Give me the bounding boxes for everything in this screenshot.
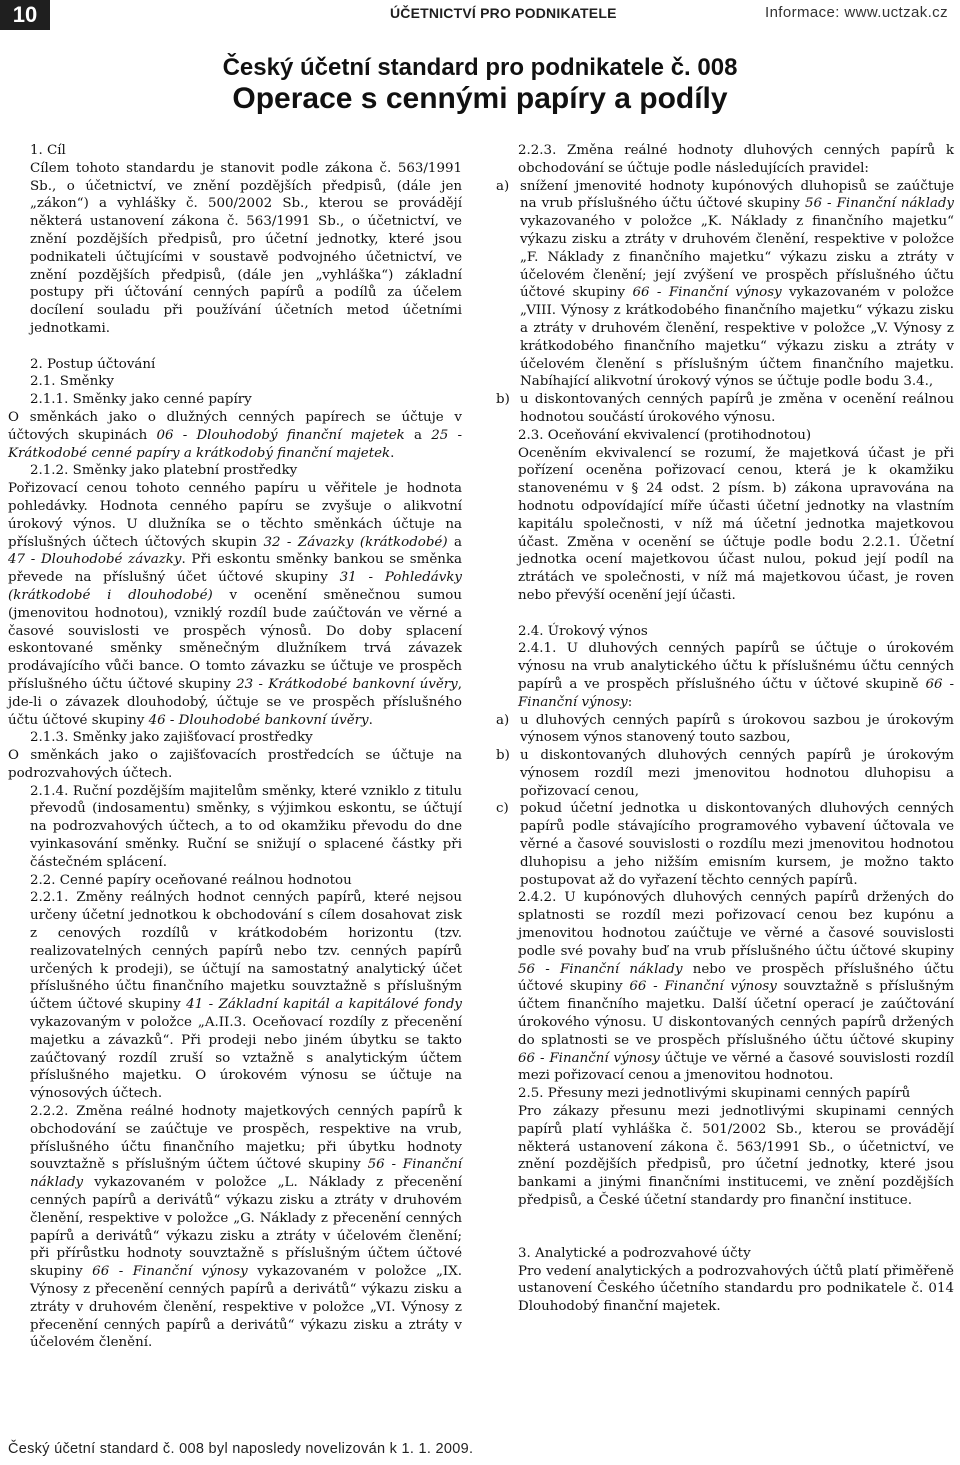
page-header xyxy=(0,0,960,30)
section-2-5-text: Pro zákazy přesunu mezi jednotlivými skupinami cenných papírů platí vyhláška č. 501/2002 Sb., kterou se provádějí některá ustanovení zákona č. 563/1991 Sb., o účetnictví, ve znění pozdějších předpisů, pro účetní jednotky, které jsou bankami a jinými finančními institucemi, ve znění pozdějších předpisů, a České účetní standardy pro finanční instituce. xyxy=(518,1104,954,1209)
list-item: b) u diskontovaných cenných papírů je změna v ocenění reálnou hodnotou součástí úrokového výnosu. xyxy=(496,392,954,425)
document-subtitle: Operace s cennými papíry a podíly xyxy=(232,82,728,115)
section-2-1-2-text: Pořizovací cenou tohoto cenného papíru u věřitele je hodnota pohledávky. Hodnota cenného papíru se zvyšuje o alikvotní úrokový výnos. U dlužníka se o těchto směnkách účtuje na příslušných účtech účtových skupin 32 - Závazky (krátkodobé) a 47 - Dlouhodobé závazky. Při eskontu směnky bankou se směnka převede na příslušný účet účtové skupiny 31 - Pohledávky (krátkodobé i dlouhodobé) v ocenění směnečnou sumou (jmenovitou hodnotou), vzniklý rozdíl bude zaúčtován ve věrné a časové souvislosti ve prospěch výnosů. Do doby splacení eskontované směnky směnečným dlužníkem trvá závazek prodávajícího vůči bance. O tomto závazku se účtuje ve prospěch příslušného účtu účtové skupiny 23 - Krátkodobé bankovní úvěry, jde-li o závazek dlouhodobý, účtuje se ve prospěch příslušného účtu účtové skupiny 46 - Dlouhodobé bankovní úvěry. xyxy=(8,481,462,728)
section-2-1-3-text: O směnkách jako o zajišťovacích prostředcích se účtuje na podrozvahových účtech. xyxy=(8,748,462,781)
section-2-4-heading: 2.4. Úrokový výnos xyxy=(518,623,648,639)
section-2-2-2-text: 2.2.2. Změna reálné hodnoty majetkových cenných papírů k obchodování se zaúčtuje ve prospěch, respektive na vrub, příslušného účtu finančního majetku; při úbytku hodnoty souvztažně s příslušným účtem účtové skupiny 56 - Finanční náklady vykazovaném v položce „L. Náklady z přecenění cenných papírů a derivátů“ výkazu zisku a ztráty v druhovém členění, respektive v položce „G. Náklady z přecenění cenných papírů a derivátů“ výkazu zisku a ztráty v účelovém členění; při přírůstku hodnoty souvztažně s příslušným účtem účtové skupiny 66 - Finanční výnosy vykazovaném v položce „IX. Výnosy z přecenění cenných papírů a derivátů“ výkazu zisku a ztráty v druhovém členění, respektive v položce „VI. Výnosy z přecenění cenných papírů a derivátů“ výkazu zisku a ztráty v účelovém členění. xyxy=(30,1104,462,1351)
section-2-2-1-text: 2.2.1. Změny reálných hodnot cenných papírů, které nejsou určeny účetní jednotkou k obchodování s cílem dosahovat zisk z cenových rozdílů v krátkodobém horizontu (tzv. realizovatelných cenných papírů nebo tzv. cenných papírů určených k prodeji), se účtují na samostatný analytický účet příslušného účtu finančního majetku souvztažně s příslušným účtem účtové skupiny 41 - Základní kapitál a kapitálové fondy vykazovaným v položce „A.II.3. Oceňovací rozdíly z přecenění majetku a závazků“. Při prodeji nebo jiném úbytku se takto zaúčtovaný rozdíl zruší so vztažně s analytickým účtem příslušného majetku. O úrokovém výnosu se účtuje na výnosových účtech. xyxy=(30,890,463,1102)
section-1-text: Cílem tohoto standardu je stanovit podle zákona č. 563/1991 Sb., o účetnictví, ve znění pozdějších předpisů, (dále jen „zákon“) a vyhlášky č. 500/2002 Sb., kterou se provádějí některá ustanovení zákona č. 563/1991 Sb., o účetnictví, ve znění pozdějších předpisů, pro účetní jednotky, které jsou podnikateli účtujícími v soustavě podvojného účetnictví, ve znění pozdějších předpisů, (dále jen „vyhláška“) základní postupy při účtování cenných papírů a podílů za účelem docílení souladu při používání účetních metod účetními jednotkami. xyxy=(30,160,462,336)
section-2-1-1-text: O směnkách jako o dlužných cenných papírech se účtuje v účtových skupinách 06 - Dlouhodobý finanční majetek a 25 - Krátkodobé cenné papíry a krátkodobý finanční majetek. xyxy=(8,409,462,461)
left-column xyxy=(8,142,462,1352)
section-2-heading: 2. Postup účtování xyxy=(30,356,156,372)
header-info: Informace: www.uctzak.cz xyxy=(765,4,948,21)
right-column xyxy=(496,142,954,1316)
section-2-2-heading: 2.2. Cenné papíry oceňované reálnou hodnotou xyxy=(30,872,352,888)
section-1-heading: 1. Cíl xyxy=(30,143,66,158)
section-3-heading: 3. Analytické a podrozvahové účty xyxy=(518,1245,751,1261)
section-2-1-1-heading: 2.1.1. Směnky jako cenné papíry xyxy=(30,392,252,408)
header-title: ÚČETNICTVÍ PRO PODNIKATELE xyxy=(390,5,617,21)
section-2-1-4-text: 2.1.4. Ruční pozdějším majitelům směnky, které vzniklo z titulu převodů (indosamentu) směnky, s výjimkou eskontu, se účtují na podrozvahových účtech, a to od okamžiku převodu do dne vyinkasování směnky. Ruční se snižují o splacené částky při částečném splácení. xyxy=(30,783,462,870)
section-2-1-heading: 2.1. Směnky xyxy=(30,374,114,390)
section-2-3-heading: 2.3. Oceňování ekvivalencí (protihodnotou) xyxy=(518,427,812,443)
section-2-5-heading: 2.5. Přesuny mezi jednotlivými skupinami cenných papírů xyxy=(518,1086,911,1102)
footer-note: Český účetní standard č. 008 byl naposledy novelizován k 1. 1. 2009. xyxy=(8,1441,474,1457)
page-number: 10 xyxy=(0,0,50,30)
section-3-text: Pro vedení analytických a podrozvahových účtů platí přiměřeně ustanovení Českého účetního standardu pro podnikatele č. 014 Dlouhodobý finanční majetek. xyxy=(518,1263,954,1315)
section-2-4-1-text: 2.4.1. U dluhových cenných papírů se účtuje o úrokovém výnosu na vrub analytického účtu k příslušnému účtu cenných papírů a ve prospěch příslušného účtu v účtové skupině 66 - Finanční výnosy: xyxy=(518,641,954,710)
section-2-4-2-text: 2.4.2. U kupónových dluhových cenných papírů držených do splatnosti se rozdíl mezi pořizovací cenou bez kupónu a jmenovitou hodnotou zaúčtuje ve věrné a časové souvislosti podle své povahy buď na vrub příslušného účtu účtové skupiny 56 - Finanční náklady nebo ve prospěch příslušného účtu účtové skupiny 66 - Finanční výnosy souvztažně s příslušným účtem finančního majetku. Další účetní operací je zaúčtování úrokového výnosu. U diskontovaných cenných papírů držených do splatnosti se ve prospěch příslušného účtu účtové skupiny 66 - Finanční výnosy účtuje ve věrné a časové souvislosti rozdíl mezi pořizovací cenou a jmenovitou hodnotou. xyxy=(518,890,954,1084)
list-item: b) u diskontovaných dluhových cenných papírů je úrokovým výnosem rozdíl mezi jmenovitou hodnotou dluhopisu a pořizovací cenou, xyxy=(496,748,954,799)
list-item: c) pokud účetní jednotka u diskontovaných dluhových cenných papírů podle stávajícího programového vybavení účtovala ve věrné a časové souvislosti o rozdílu mezi jmenovitou hodnotou dluhopisu a jeho nižším emisním kursem, je možno takto postupovat až do vyřazení těchto cenných papírů. xyxy=(496,801,954,888)
section-2-1-2-heading: 2.1.2. Směnky jako platební prostředky xyxy=(30,463,298,479)
section-2-1-3-heading: 2.1.3. Směnky jako zajišťovací prostředky xyxy=(30,730,313,746)
list-item: a) u dluhových cenných papírů s úrokovou sazbou je úrokovým výnosem výnos stanovený touto sazbou, xyxy=(496,712,954,746)
document-title: Český účetní standard pro podnikatele č. 008 xyxy=(222,54,738,81)
section-2-2-3-text: 2.2.3. Změna reálné hodnoty dluhových cenných papírů k obchodování se účtuje podle následujících pravidel: xyxy=(518,143,954,176)
list-item: a) snížení jmenovité hodnoty kupónových dluhopisů se zaúčtuje na vrub příslušného účtu účtové skupiny 56 - Finanční náklady vykazovaného v položce „K. Náklady z finančního majetku“ výkazu zisku a ztráty v druhovém členění, respektive v položce „F. Náklady z finančního majetku“ výkazu zisku a ztráty v účelovém členění; její zvýšení ve prospěch příslušného účtu účtové skupiny 66 - Finanční výnosy vykazovaném v položce „VIII. Výnosy z krátkodobého finančního majetku“ výkazu zisku a ztráty v druhovém členění, respektive v položce „V. Výnosy z krátkodobého finančního majetku“ výkazu zisku a ztráty v účelovém členění s příslušným účtem finančního majetku. Nabíhající alikvotní úrokový výnos se účtuje podle bodu 3.4., xyxy=(496,178,954,390)
section-2-3-text: Oceněním ekvivalencí se rozumí, že majetková účast je při pořízení oceněna pořizovací cenou, která je k okamžiku stanovenému v § 24 odst. 2 písm. b) zákona upravována na hodnotu odpovídající míře účasti účetní jednotky na vlastním kapitálu společnosti, v níž má účetní jednotka majetkovou účast. Změna v ocenění se účtuje podle bodu 2.2.1. Účetní jednotka ocení majetkovou účast nulou, pokud její podíl na ztrátách ve společnosti, v níž má majetkovou účast, je roven nebo převýší ocenění její účasti. xyxy=(518,445,954,603)
